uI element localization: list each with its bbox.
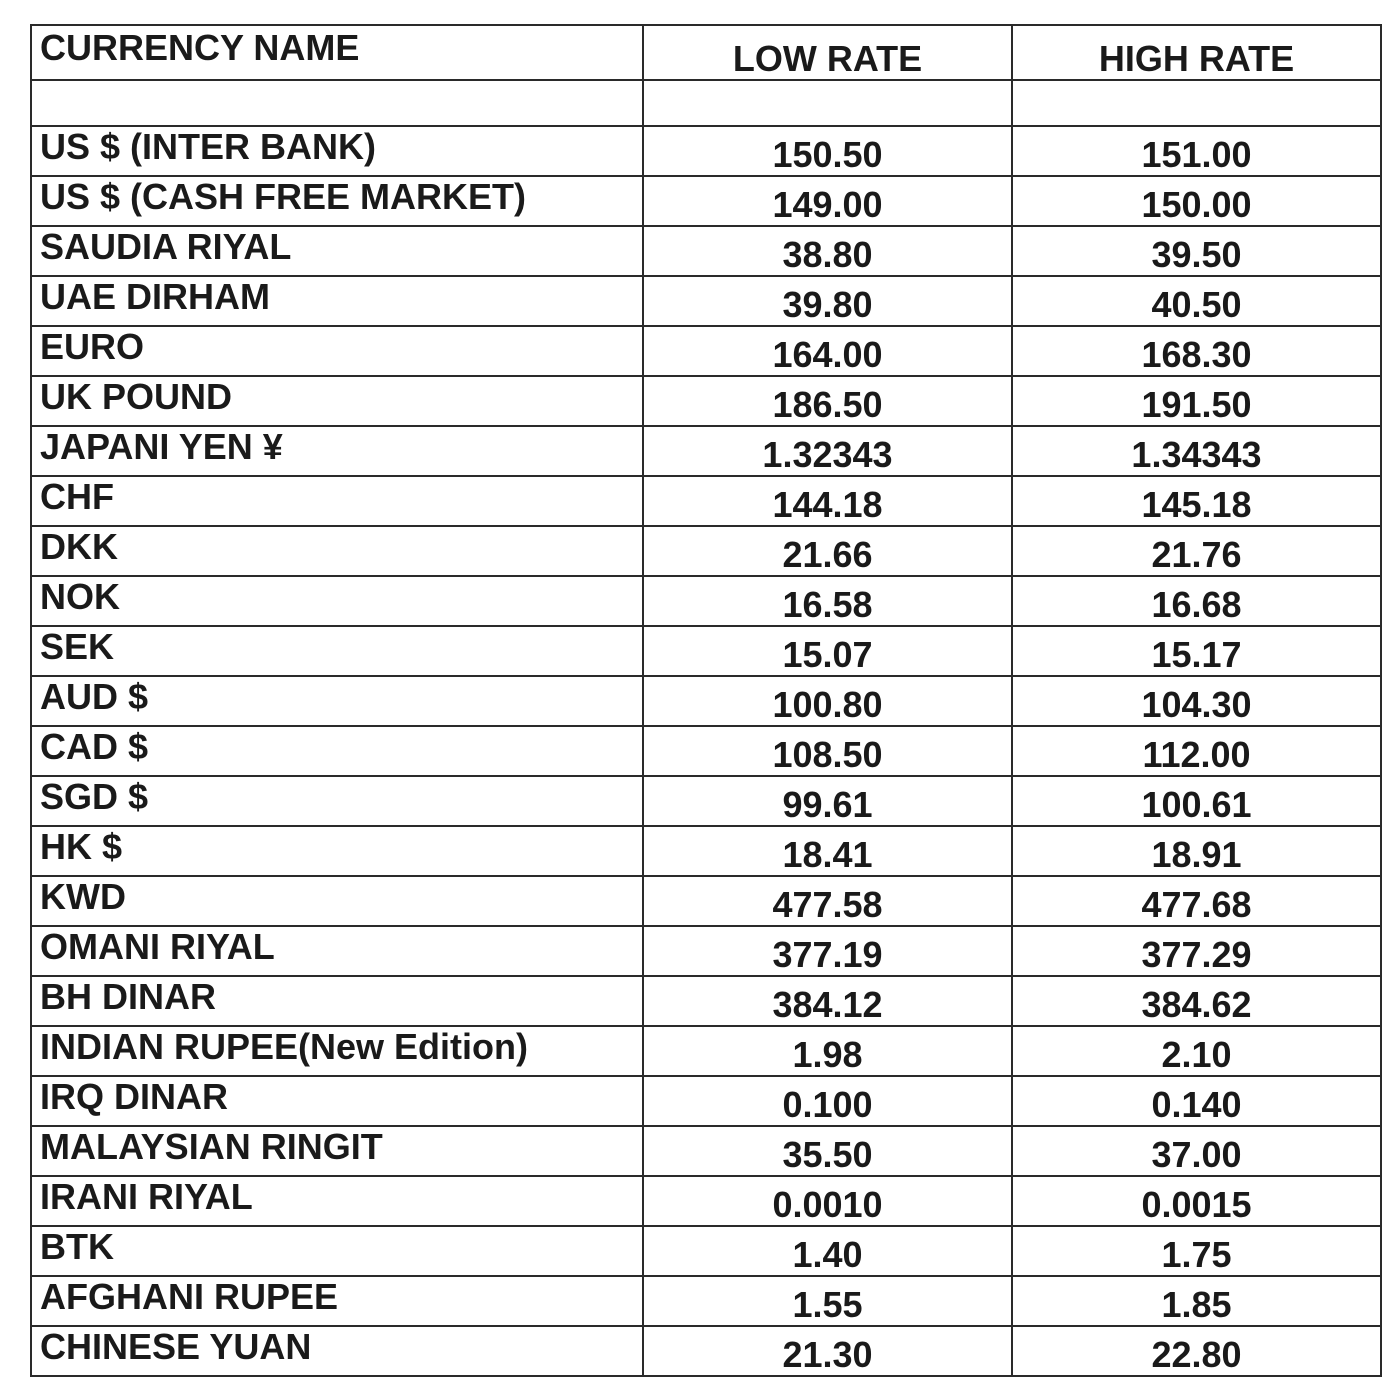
low-rate-cell: 149.00 bbox=[643, 176, 1012, 226]
currency-name-cell: BTK bbox=[31, 1226, 643, 1276]
empty-cell bbox=[31, 80, 643, 126]
currency-name-cell: SGD $ bbox=[31, 776, 643, 826]
low-rate-cell: 144.18 bbox=[643, 476, 1012, 526]
table-row bbox=[31, 276, 1381, 326]
low-rate-cell: 1.55 bbox=[643, 1276, 1012, 1326]
column-header-high-rate: HIGH RATE bbox=[1012, 25, 1381, 80]
high-rate-cell: 100.61 bbox=[1012, 776, 1381, 826]
table-row bbox=[31, 1176, 1381, 1226]
low-rate-cell: 99.61 bbox=[643, 776, 1012, 826]
low-rate-cell: 150.50 bbox=[643, 126, 1012, 176]
currency-name-cell: US $ (INTER BANK) bbox=[31, 126, 643, 176]
table-row bbox=[31, 426, 1381, 476]
low-rate-cell: 38.80 bbox=[643, 226, 1012, 276]
table-row bbox=[31, 526, 1381, 576]
table-row bbox=[31, 826, 1381, 876]
low-rate-cell: 164.00 bbox=[643, 326, 1012, 376]
table-row bbox=[31, 326, 1381, 376]
high-rate-cell: 18.91 bbox=[1012, 826, 1381, 876]
currency-name-cell: EURO bbox=[31, 326, 643, 376]
currency-name-cell: UK POUND bbox=[31, 376, 643, 426]
low-rate-cell: 1.98 bbox=[643, 1026, 1012, 1076]
high-rate-cell: 112.00 bbox=[1012, 726, 1381, 776]
table-row bbox=[31, 876, 1381, 926]
high-rate-cell: 1.85 bbox=[1012, 1276, 1381, 1326]
high-rate-cell: 0.140 bbox=[1012, 1076, 1381, 1126]
low-rate-cell: 35.50 bbox=[643, 1126, 1012, 1176]
currency-name-cell: SEK bbox=[31, 626, 643, 676]
currency-name-cell: US $ (CASH FREE MARKET) bbox=[31, 176, 643, 226]
column-header-currency-name: CURRENCY NAME bbox=[31, 25, 643, 80]
high-rate-cell: 22.80 bbox=[1012, 1326, 1381, 1376]
currency-name-cell: CHF bbox=[31, 476, 643, 526]
low-rate-cell: 186.50 bbox=[643, 376, 1012, 426]
low-rate-cell: 1.32343 bbox=[643, 426, 1012, 476]
currency-name-cell: BH DINAR bbox=[31, 976, 643, 1026]
table-row bbox=[31, 1026, 1381, 1076]
table-row bbox=[31, 226, 1381, 276]
table-row bbox=[31, 476, 1381, 526]
high-rate-cell: 21.76 bbox=[1012, 526, 1381, 576]
low-rate-cell: 1.40 bbox=[643, 1226, 1012, 1276]
currency-name-cell: KWD bbox=[31, 876, 643, 926]
high-rate-cell: 384.62 bbox=[1012, 976, 1381, 1026]
table-row bbox=[31, 1226, 1381, 1276]
high-rate-cell: 40.50 bbox=[1012, 276, 1381, 326]
low-rate-cell: 21.30 bbox=[643, 1326, 1012, 1376]
currency-name-cell: AUD $ bbox=[31, 676, 643, 726]
table-row bbox=[31, 576, 1381, 626]
table-row bbox=[31, 676, 1381, 726]
currency-name-cell: MALAYSIAN RINGIT bbox=[31, 1126, 643, 1176]
table-row bbox=[31, 626, 1381, 676]
low-rate-cell: 384.12 bbox=[643, 976, 1012, 1026]
high-rate-cell: 37.00 bbox=[1012, 1126, 1381, 1176]
table-row bbox=[31, 1076, 1381, 1126]
table-header bbox=[31, 25, 1381, 80]
high-rate-cell: 168.30 bbox=[1012, 326, 1381, 376]
table-row bbox=[31, 1326, 1381, 1376]
currency-name-cell: AFGHANI RUPEE bbox=[31, 1276, 643, 1326]
empty-row bbox=[31, 80, 1381, 126]
currency-rates-table bbox=[30, 24, 1382, 1377]
table-row bbox=[31, 126, 1381, 176]
table-row bbox=[31, 1126, 1381, 1176]
currency-name-cell: JAPANI YEN ¥ bbox=[31, 426, 643, 476]
low-rate-cell: 18.41 bbox=[643, 826, 1012, 876]
table-body bbox=[31, 80, 1381, 1376]
currency-name-cell: SAUDIA RIYAL bbox=[31, 226, 643, 276]
header-row bbox=[31, 25, 1381, 80]
high-rate-cell: 145.18 bbox=[1012, 476, 1381, 526]
low-rate-cell: 377.19 bbox=[643, 926, 1012, 976]
low-rate-cell: 108.50 bbox=[643, 726, 1012, 776]
currency-name-cell: NOK bbox=[31, 576, 643, 626]
table-row bbox=[31, 1276, 1381, 1326]
currency-name-cell: INDIAN RUPEE(New Edition) bbox=[31, 1026, 643, 1076]
high-rate-cell: 2.10 bbox=[1012, 1026, 1381, 1076]
high-rate-cell: 16.68 bbox=[1012, 576, 1381, 626]
low-rate-cell: 100.80 bbox=[643, 676, 1012, 726]
high-rate-cell: 104.30 bbox=[1012, 676, 1381, 726]
low-rate-cell: 0.0010 bbox=[643, 1176, 1012, 1226]
low-rate-cell: 15.07 bbox=[643, 626, 1012, 676]
high-rate-cell: 39.50 bbox=[1012, 226, 1381, 276]
column-header-low-rate: LOW RATE bbox=[643, 25, 1012, 80]
low-rate-cell: 21.66 bbox=[643, 526, 1012, 576]
table-row bbox=[31, 926, 1381, 976]
currency-name-cell: CAD $ bbox=[31, 726, 643, 776]
high-rate-cell: 477.68 bbox=[1012, 876, 1381, 926]
high-rate-cell: 15.17 bbox=[1012, 626, 1381, 676]
table-row bbox=[31, 726, 1381, 776]
empty-cell bbox=[1012, 80, 1381, 126]
currency-name-cell: CHINESE YUAN bbox=[31, 1326, 643, 1376]
high-rate-cell: 1.75 bbox=[1012, 1226, 1381, 1276]
rates-sheet bbox=[30, 24, 1380, 1375]
currency-name-cell: HK $ bbox=[31, 826, 643, 876]
currency-name-cell: UAE DIRHAM bbox=[31, 276, 643, 326]
low-rate-cell: 39.80 bbox=[643, 276, 1012, 326]
table-row bbox=[31, 776, 1381, 826]
currency-name-cell: DKK bbox=[31, 526, 643, 576]
low-rate-cell: 0.100 bbox=[643, 1076, 1012, 1126]
currency-name-cell: OMANI RIYAL bbox=[31, 926, 643, 976]
high-rate-cell: 151.00 bbox=[1012, 126, 1381, 176]
low-rate-cell: 477.58 bbox=[643, 876, 1012, 926]
high-rate-cell: 0.0015 bbox=[1012, 1176, 1381, 1226]
table-row bbox=[31, 376, 1381, 426]
high-rate-cell: 191.50 bbox=[1012, 376, 1381, 426]
low-rate-cell: 16.58 bbox=[643, 576, 1012, 626]
table-row bbox=[31, 176, 1381, 226]
table-row bbox=[31, 976, 1381, 1026]
currency-name-cell: IRANI RIYAL bbox=[31, 1176, 643, 1226]
empty-cell bbox=[643, 80, 1012, 126]
high-rate-cell: 1.34343 bbox=[1012, 426, 1381, 476]
currency-name-cell: IRQ DINAR bbox=[31, 1076, 643, 1126]
high-rate-cell: 377.29 bbox=[1012, 926, 1381, 976]
high-rate-cell: 150.00 bbox=[1012, 176, 1381, 226]
